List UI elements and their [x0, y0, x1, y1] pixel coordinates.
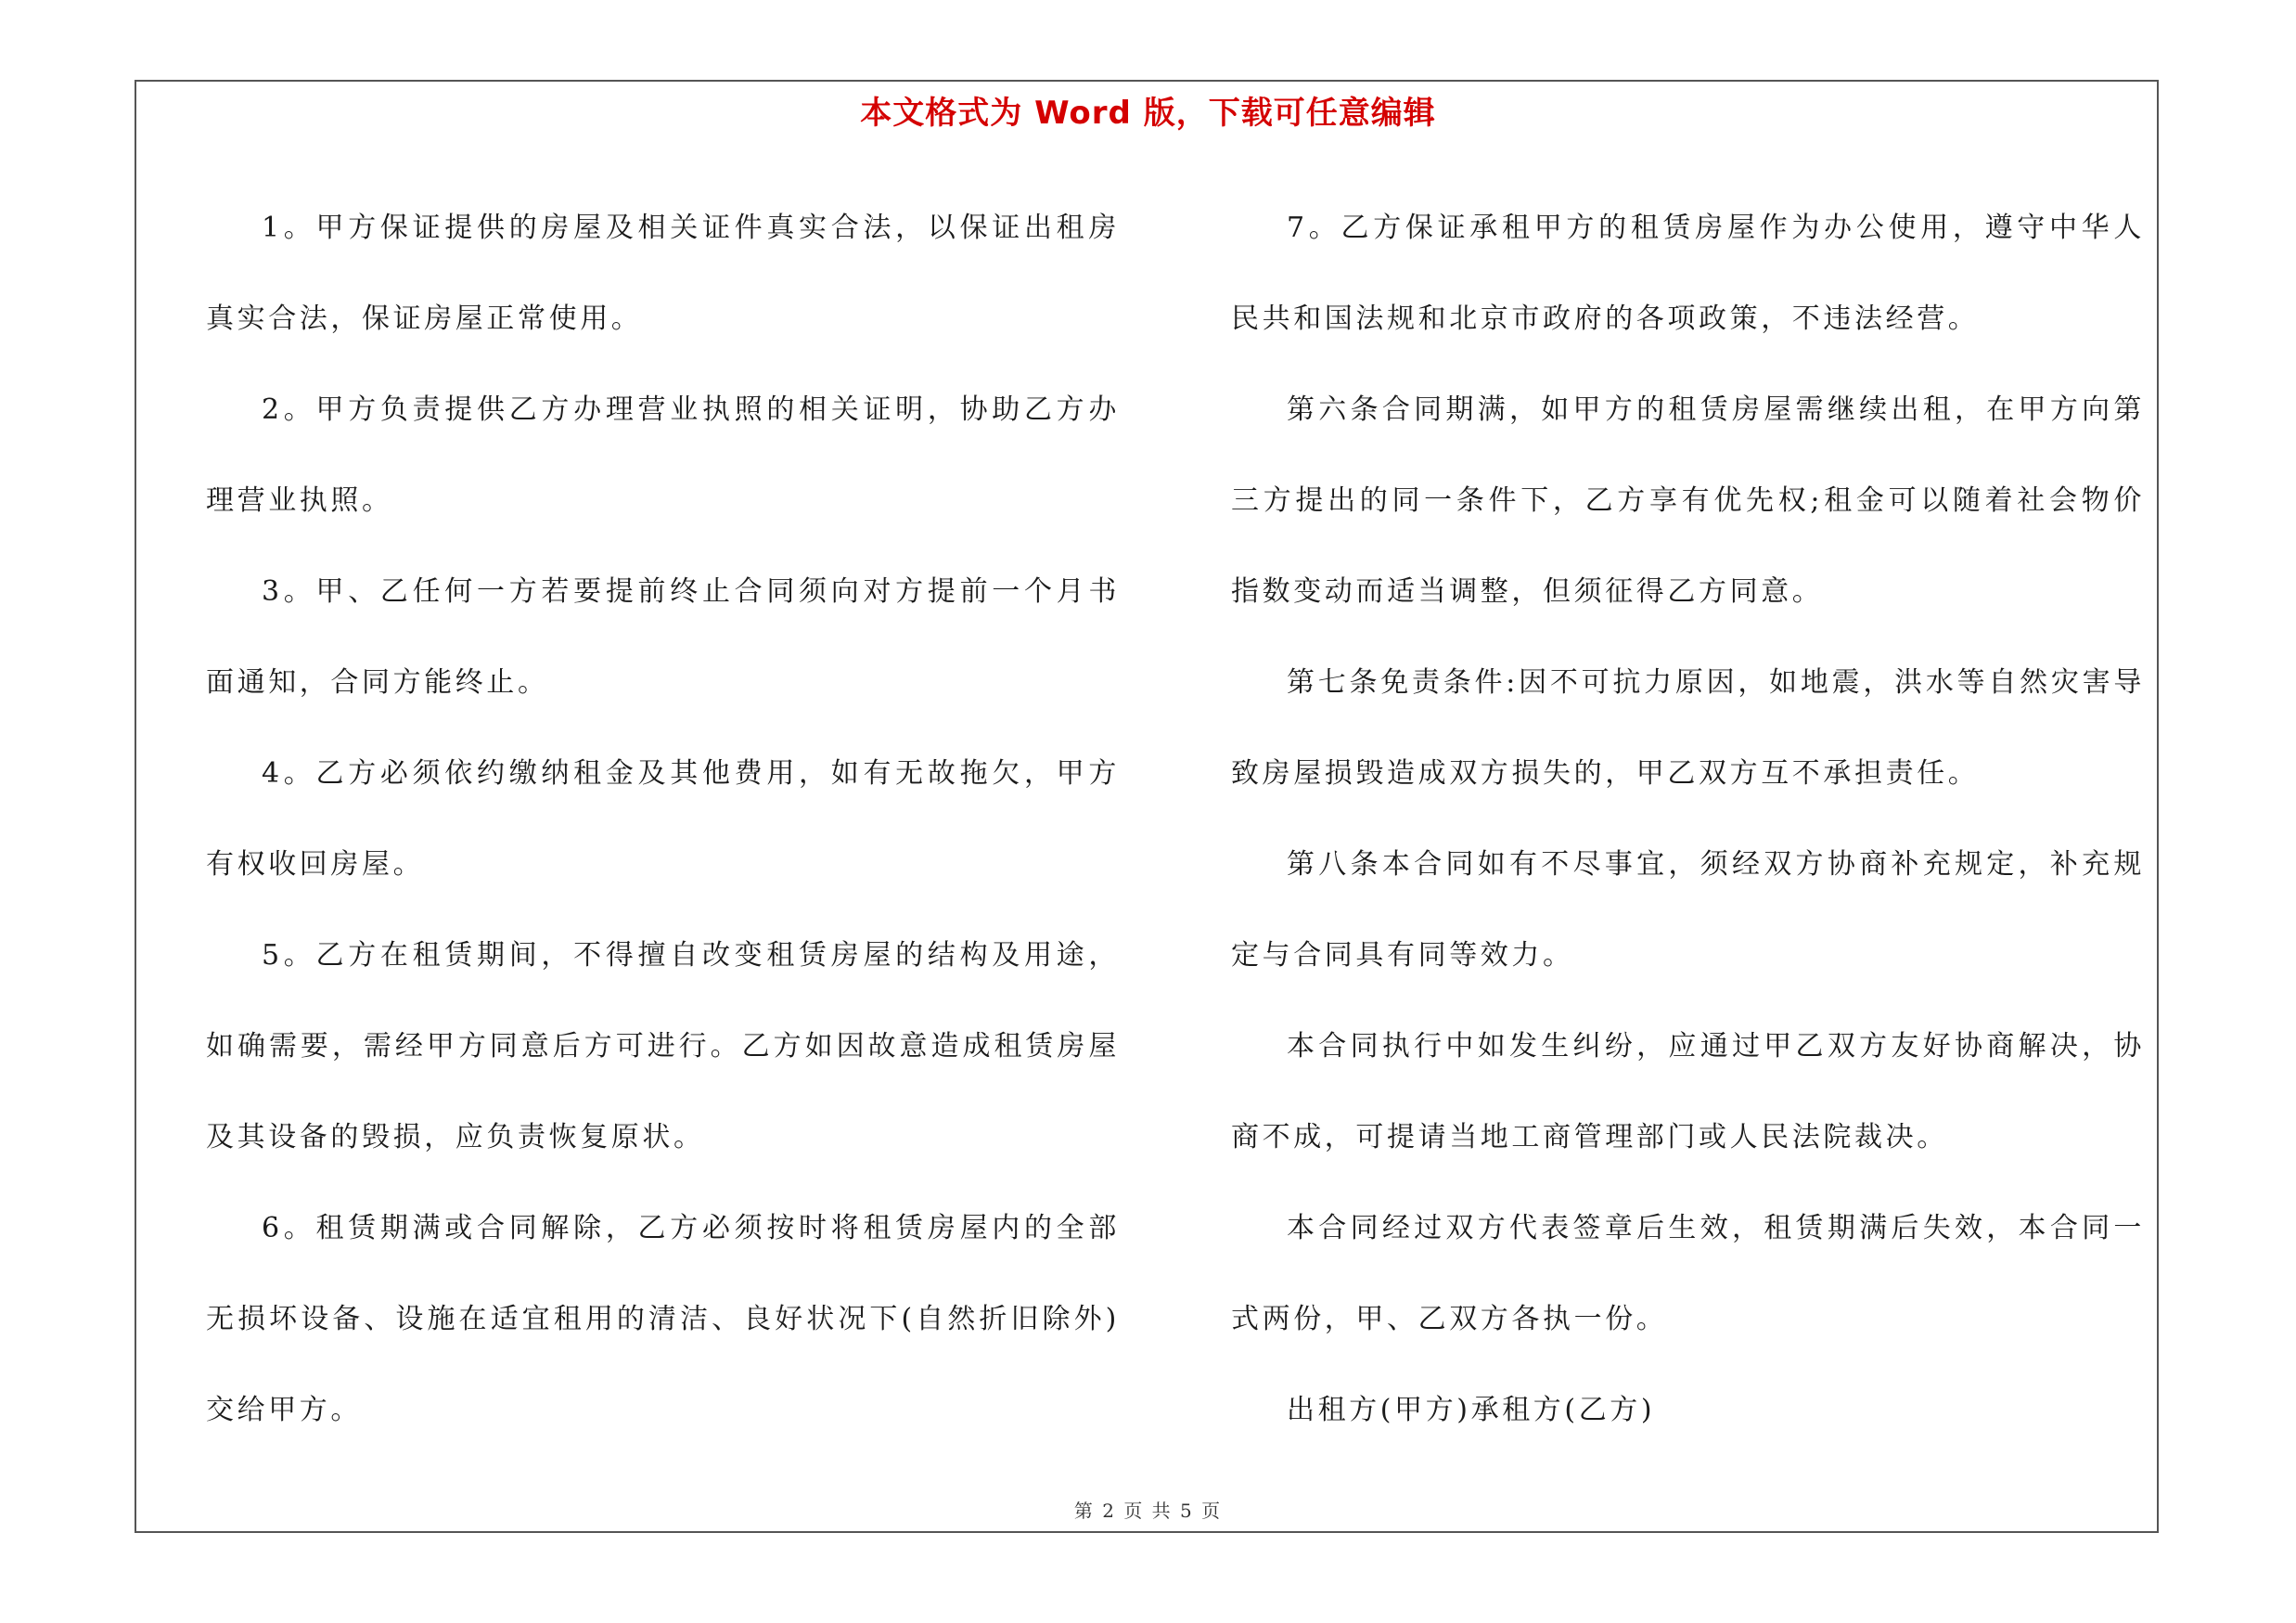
clause-paragraph: 4。乙方必须依约缴纳租金及其他费用，如有无故拖欠，甲方有权收回房屋。 [206, 757, 1120, 881]
clause-paragraph: 本合同经过双方代表签章后生效，租赁期满后失效，本合同一式两份，甲、乙双方各执一份。 [1231, 1212, 2145, 1335]
clause-paragraph: 5。乙方在租赁期间，不得擅自改变租赁房屋的结构及用途，如确需要，需经甲方同意后方可进行。乙方如因故意造成租赁房屋及其设备的毁损，应负责恢复原状。 [206, 939, 1120, 1153]
format-notice-banner: 本文格式为 Word 版，下载可任意编辑 [860, 95, 1436, 132]
clause-paragraph: 本合同执行中如发生纠纷，应通过甲乙双方友好协商解决，协商不成，可提请当地工商管理部门或人民法院裁决。 [1231, 1030, 2145, 1153]
page-number: 第 2 页 共 5 页 [1073, 1500, 1223, 1522]
clause-paragraph: 第七条免责条件:因不可抗力原因，如地震，洪水等自然灾害导致房屋损毁造成双方损失的，甲乙双方互不承担责任。 [1231, 666, 2145, 790]
signature-line: 出租方(甲方)承租方(乙方) [1287, 1394, 1656, 1426]
clause-paragraph: 第八条本合同如有不尽事宜，须经双方协商补充规定，补充规定与合同具有同等效力。 [1231, 848, 2145, 972]
left-column [206, 183, 1120, 1456]
clause-paragraph: 3。甲、乙任何一方若要提前终止合同须向对方提前一个月书面通知，合同方能终止。 [206, 575, 1120, 699]
clause-paragraph: 1。甲方保证提供的房屋及相关证件真实合法，以保证出租房真实合法，保证房屋正常使用。 [206, 212, 1120, 335]
right-column [1231, 183, 2145, 1456]
clause-paragraph: 2。甲方负责提供乙方办理营业执照的相关证明，协助乙方办理营业执照。 [206, 393, 1120, 517]
clause-paragraph: 7。乙方保证承租甲方的租赁房屋作为办公使用，遵守中华人民共和国法规和北京市政府的各项政策，不违法经营。 [1231, 212, 2145, 335]
clause-paragraph: 第六条合同期满，如甲方的租赁房屋需继续出租，在甲方向第三方提出的同一条件下，乙方享有优先权;租金可以随着社会物价指数变动而适当调整，但须征得乙方同意。 [1231, 393, 2145, 608]
clause-paragraph: 6。租赁期满或合同解除，乙方必须按时将租赁房屋内的全部无损坏设备、设施在适宜租用的清洁、良好状况下(自然折旧除外)交给甲方。 [206, 1212, 1120, 1426]
